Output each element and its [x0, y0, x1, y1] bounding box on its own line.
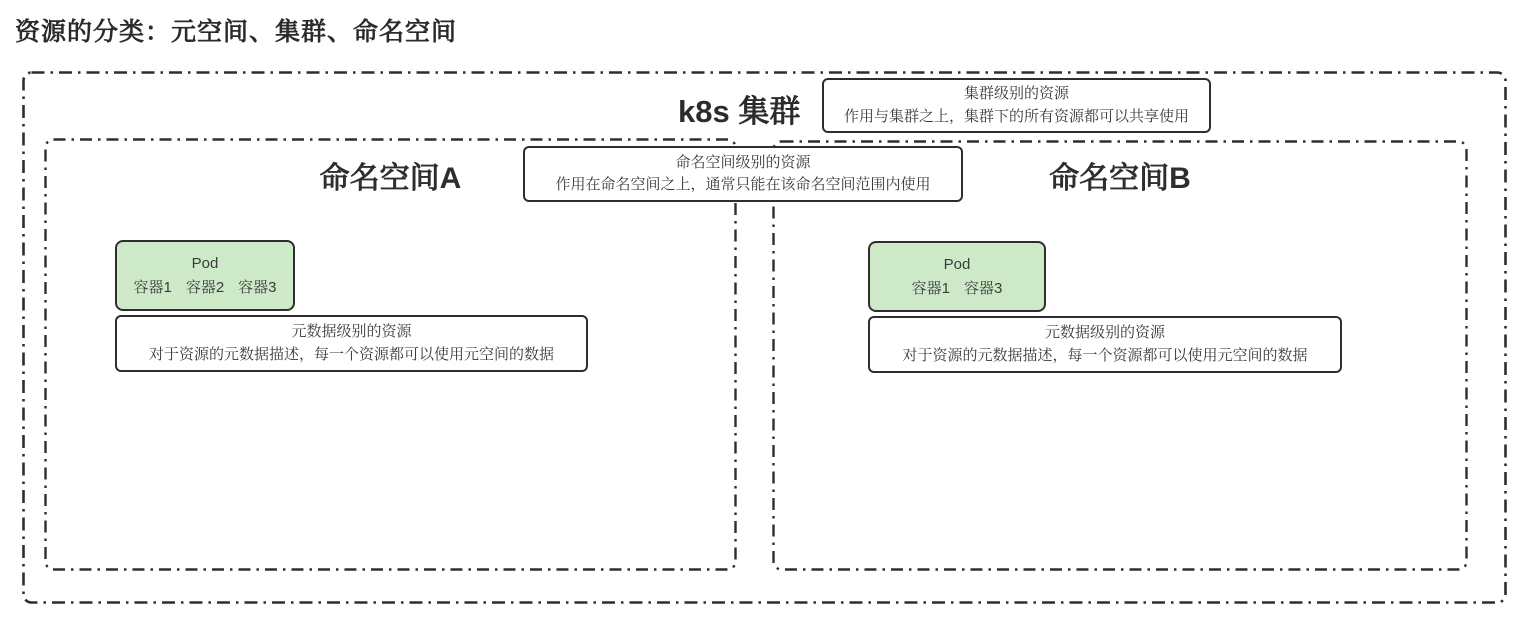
page-title: 资源的分类：元空间、集群、命名空间 — [15, 18, 458, 46]
metadata-note-b — [868, 316, 1342, 373]
pod-a — [115, 240, 295, 311]
container: 容器1 — [911, 279, 950, 297]
pod-b-containers — [912, 277, 1003, 300]
metadata-note-b-line1: 元数据级别的资源 — [1044, 324, 1165, 341]
metadata-note-a-line1: 元数据级别的资源 — [291, 323, 412, 340]
pod-a-containers — [133, 276, 276, 299]
namespace-b-label: 命名空间B — [1049, 162, 1191, 195]
container: 容器1 — [133, 278, 172, 296]
metadata-note-a-line2: 对于资源的元数据描述，每一个资源都可以使用元空间的数据 — [148, 345, 554, 363]
container: 容器2 — [185, 278, 225, 296]
cluster-note-line2: 作用与集群之上，集群下的所有资源都可以共享使用 — [843, 107, 1189, 125]
cluster-label: k8s 集群 — [678, 94, 801, 129]
namespace-note — [523, 146, 963, 202]
container: 容器3 — [964, 279, 1003, 297]
pod-a-label: Pod — [191, 255, 219, 273]
namespace-note-line1: 命名空间级别的资源 — [675, 153, 811, 171]
namespace-a-label: 命名空间A — [319, 162, 462, 195]
namespace-note-line2: 作用在命名空间之上，通常只能在该命名空间范围内使用 — [555, 176, 931, 193]
pod-b-label: Pod — [943, 256, 971, 274]
metadata-note-b-line2: 对于资源的元数据描述，每一个资源都可以使用元空间的数据 — [902, 346, 1308, 364]
container: 容器3 — [238, 278, 277, 296]
cluster-note-line1: 集群级别的资源 — [963, 85, 1069, 102]
pod-b — [868, 241, 1046, 312]
cluster-note — [822, 78, 1211, 133]
metadata-note-a — [115, 315, 588, 372]
